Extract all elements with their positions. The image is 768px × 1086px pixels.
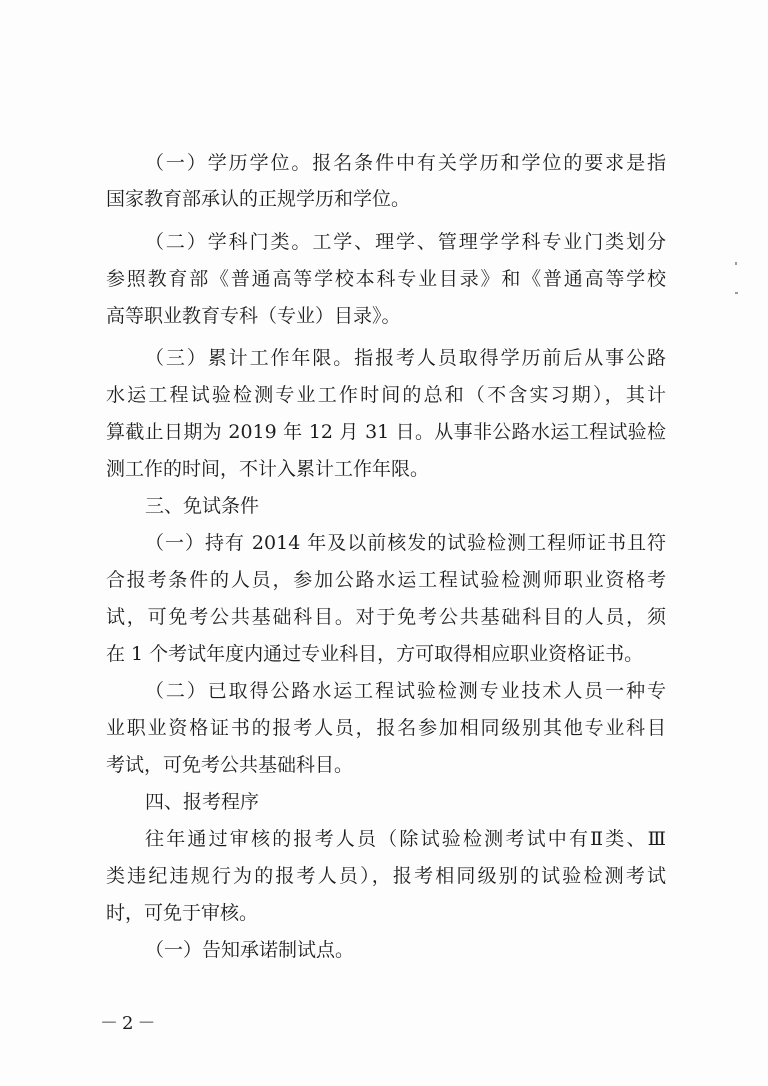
text-line: 考试，可免考公共基础科目。: [106, 754, 354, 776]
text-line: 国家教育部承认的正规学历和学位。: [106, 188, 411, 210]
text-line: 业职业资格证书的报考人员，报名参加相同级别其他专业科目: [106, 717, 666, 739]
text-line: （一）持有 2014 年及以前核发的试验检测工程师证书且符: [145, 532, 666, 554]
text-line: （三）累计工作年限。指报考人员取得学历前后从事公路: [145, 347, 666, 369]
text-line: 时，可免于审核。: [106, 902, 259, 924]
scan-artifact: [735, 262, 737, 265]
section-heading: 四、报考程序: [145, 791, 260, 813]
page-number: －2－: [100, 1013, 160, 1034]
text-line: 参照教育部《普通高等学校本科专业目录》和《普通高等学校: [106, 268, 666, 290]
text-line: 高等职业教育专科（专业）目录》。: [106, 305, 401, 327]
text-line: 算截止日期为 2019 年 12 月 31 日。从事非公路水运工程试验检: [106, 421, 666, 443]
text-line: 往年通过审核的报考人员（除试验检测考试中有Ⅱ类、Ⅲ: [145, 828, 666, 850]
text-line: 合报考条件的人员，参加公路水运工程试验检测师职业资格考: [106, 569, 666, 591]
text-line: 水运工程试验检测专业工作时间的总和（不含实习期），其计: [106, 384, 666, 406]
text-line: （二）学科门类。工学、理学、管理学学科专业门类划分: [145, 231, 666, 253]
text-line: 试，可免考公共基础科目。对于免考公共基础科目的人员，须: [106, 606, 666, 628]
text-line: 在 1 个考试年度内通过专业科目，方可取得相应职业资格证书。: [106, 643, 644, 665]
text-line: 类违纪违规行为的报考人员），报考相同级别的试验检测考试: [106, 865, 666, 887]
text-line: 测工作的时间，不计入累计工作年限。: [106, 458, 430, 480]
text-line: （一）学历学位。报名条件中有关学历和学位的要求是指: [145, 152, 666, 174]
section-heading: 三、免试条件: [145, 495, 260, 517]
text-line: （二）已取得公路水运工程试验检测专业技术人员一种专: [145, 680, 666, 702]
scan-artifact: [735, 292, 738, 294]
text-line: （一）告知承诺制试点。: [145, 939, 355, 961]
